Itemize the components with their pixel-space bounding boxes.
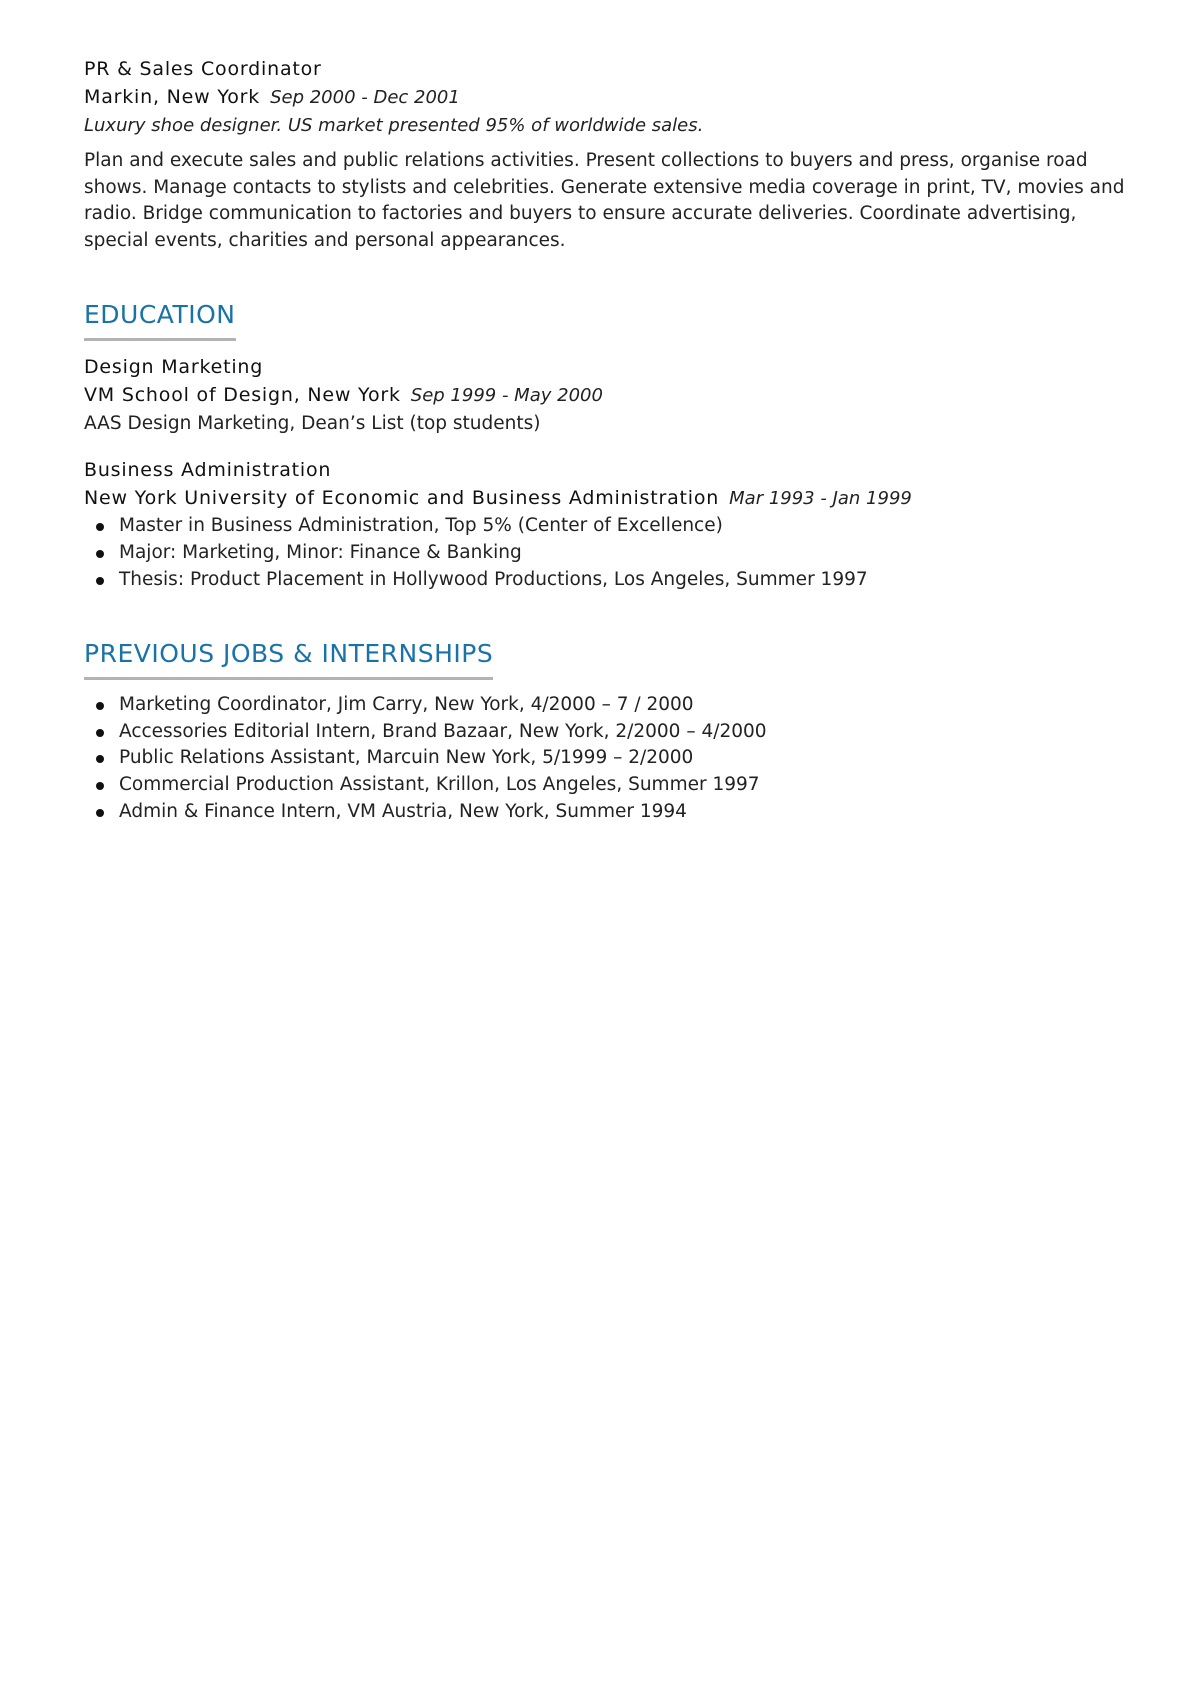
bullet-icon <box>96 782 104 790</box>
job-dates: Sep 2000 - Dec 2001 <box>270 87 460 108</box>
list-item <box>84 567 1134 594</box>
school-line <box>84 381 1134 410</box>
list-item-text: Marketing Coordinator, Jim Carry, New York, 4/2000 – 7 / 2000 <box>119 694 694 716</box>
list-item <box>84 540 1134 567</box>
list-item-text: Admin & Finance Intern, VM Austria, New York, Summer 1994 <box>119 800 687 822</box>
list-item-text: Public Relations Assistant, Marcuin New York, 5/1999 – 2/2000 <box>119 747 694 769</box>
list-item-text: Thesis: Product Placement in Hollywood Productions, Los Angeles, Summer 1997 <box>119 568 868 590</box>
bullet-icon <box>96 702 104 710</box>
job-company <box>84 83 1134 112</box>
list-item <box>84 772 1134 799</box>
list-item <box>84 692 1134 719</box>
school-name: New York University of Economic and Business Administration <box>84 487 720 510</box>
degree-title: Business Administration <box>84 459 332 482</box>
bullet-icon <box>96 729 104 737</box>
company-name: Markin, New York <box>84 86 261 108</box>
previous-jobs-list <box>84 692 1134 825</box>
school-dates: Mar 1993 - Jan 1999 <box>729 488 912 510</box>
school-line <box>84 484 1134 513</box>
list-item <box>84 719 1134 746</box>
resume-page <box>84 55 1134 825</box>
bullet-icon <box>96 809 104 817</box>
school-name: VM School of Design, New York <box>84 384 401 407</box>
bullet-icon <box>96 523 104 531</box>
list-item <box>84 513 1134 540</box>
list-item-text: Accessories Editorial Intern, Brand Bazaar, New York, 2/2000 – 4/2000 <box>119 720 767 742</box>
list-item-text: Master in Business Administration, Top 5% (Center of Excellence) <box>119 515 723 537</box>
list-item-text: Major: Marketing, Minor: Finance & Banking <box>119 541 522 563</box>
degree-detail: AAS Design Marketing, Dean’s List (top students) <box>84 413 541 435</box>
bullet-icon <box>96 577 104 585</box>
list-item-text: Commercial Production Assistant, Krillon, Los Angeles, Summer 1997 <box>119 773 760 795</box>
experience-entry <box>84 55 1134 254</box>
school-dates: Sep 1999 - May 2000 <box>410 385 603 407</box>
job-description: Plan and execute sales and public relations activities. Present collections to buyers and press, organise road shows. Manage contacts to stylists and celebrities. Generate extensive media coverage in print, TV, movies and radio. Bridge communication to factories and buyers to ensure accurate deliveries. Coordinate advertising, special events, charities and personal appearances. <box>84 150 1125 251</box>
degree-bullets <box>84 513 1134 593</box>
bullet-icon <box>96 550 104 558</box>
bullet-icon <box>96 755 104 763</box>
company-tagline: Luxury shoe designer. US market presented 95% of worldwide sales. <box>84 115 704 136</box>
section-heading-previous-jobs: PREVIOUS JOBS & INTERNSHIPS <box>84 637 493 680</box>
list-item <box>84 745 1134 772</box>
education-entry <box>84 353 1134 438</box>
degree-title: Design Marketing <box>84 356 264 379</box>
job-title: PR & Sales Coordinator <box>84 58 322 80</box>
list-item <box>84 799 1134 826</box>
section-heading-education: EDUCATION <box>84 298 236 341</box>
education-entry <box>84 456 1134 593</box>
